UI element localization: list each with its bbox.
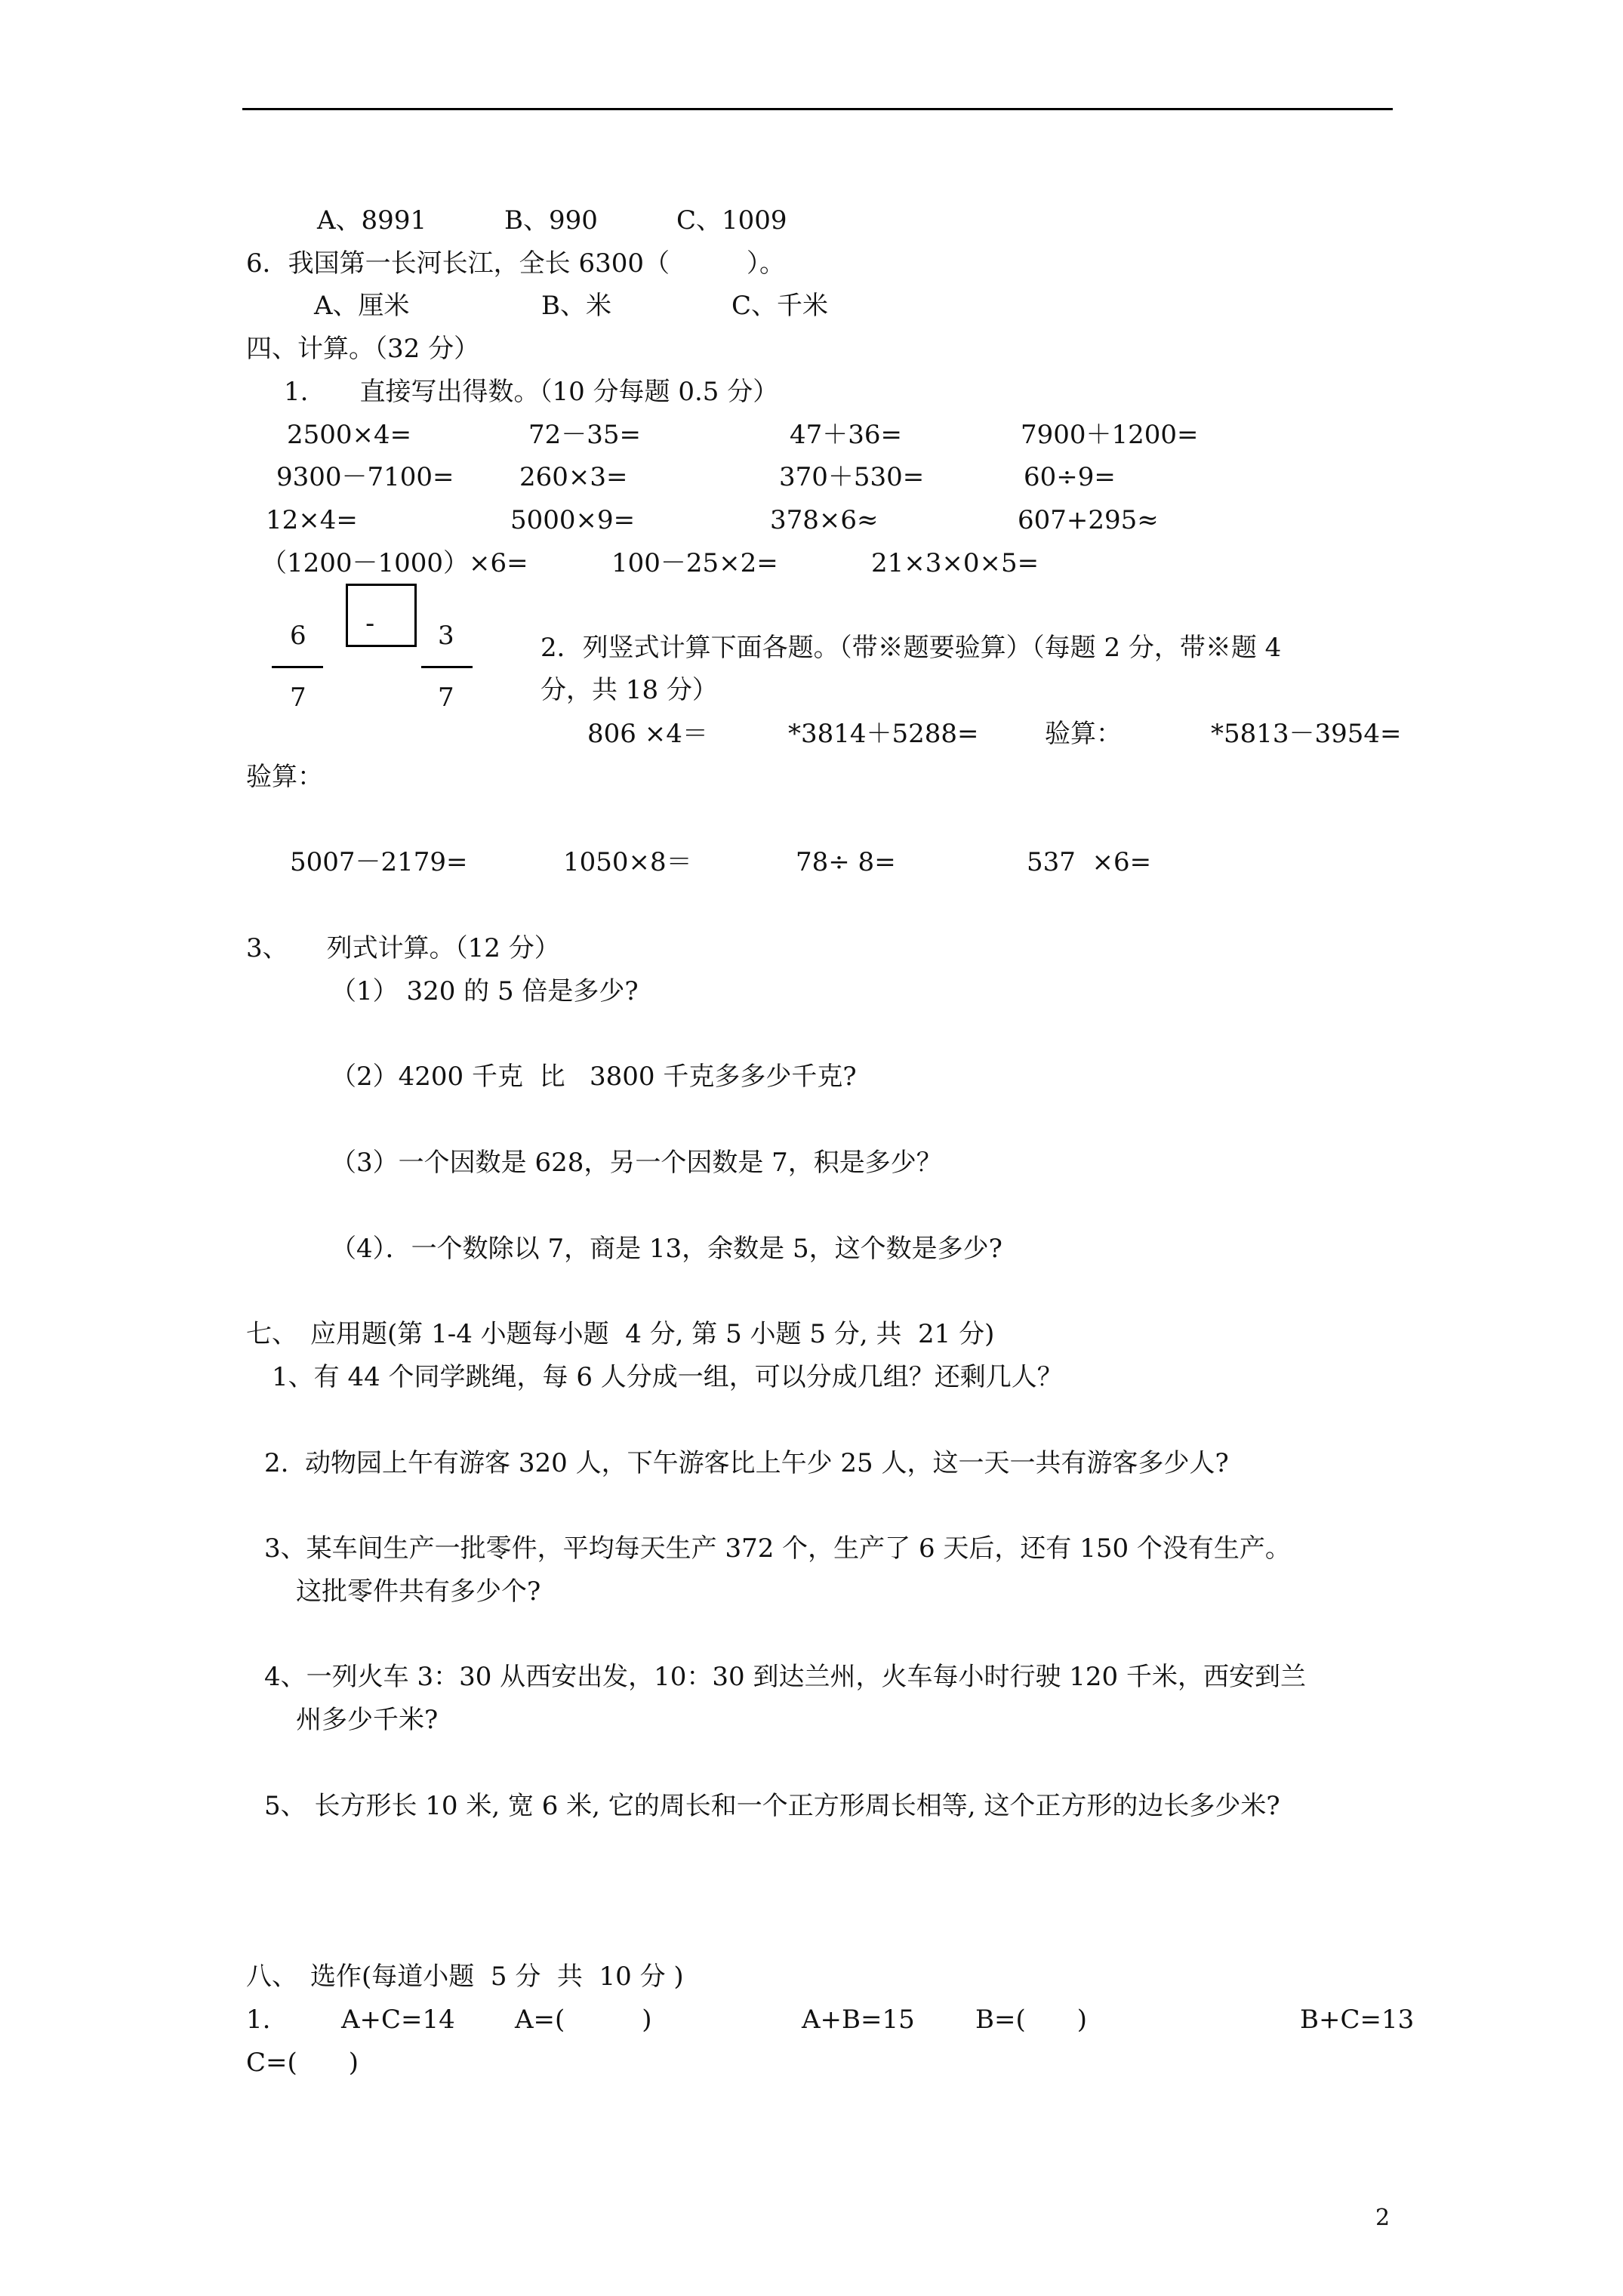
- optional-q1-eq2: A+B=15: [802, 2005, 915, 2035]
- q6-option-a: A、厘米: [314, 291, 410, 321]
- optional-q1-eq3: B+C=13: [1300, 2005, 1415, 2035]
- calc-r4-c1: （1200－1000）×6=: [261, 548, 528, 578]
- q6-option-b: B、米: [541, 291, 611, 321]
- q5-option-a: A、8991: [317, 205, 427, 236]
- fraction-right-denominator: 7: [438, 683, 454, 713]
- app-q3-line1: 3、某车间生产一批零件，平均每天生产 372 个，生产了 6 天后，还有 150 个没有生产。: [264, 1533, 1291, 1564]
- calc-r3-c4: 607+295≈: [1018, 505, 1159, 535]
- calc-r3-c1: 12×4=: [266, 505, 358, 535]
- vertical-calc-7: 537 ×6=: [1027, 847, 1152, 877]
- fraction-right-bar: [421, 666, 473, 668]
- calc-r2-c3: 370＋530=: [779, 462, 925, 492]
- fraction-right-numerator: 3: [438, 621, 454, 651]
- calc-r2-c2: 260×3=: [519, 462, 628, 492]
- fraction-left-denominator: 7: [290, 683, 306, 713]
- fraction-left-bar: [272, 666, 323, 668]
- app-q5: 5、 长方形长 10 米, 宽 6 米, 它的周长和一个正方形周长相等, 这个正方形的边长多少米?: [264, 1791, 1280, 1821]
- calc-r2-c1: 9300－7100=: [276, 462, 454, 492]
- part3-item-1: （1） 320 的 5 倍是多少?: [331, 976, 639, 1006]
- part3-item-2: （2）4200 千克 比 3800 千克多多少千克?: [331, 1062, 857, 1092]
- calc-r1-c1: 2500×4=: [287, 420, 412, 450]
- operator-box: [346, 584, 417, 647]
- page-number: 2: [1375, 2205, 1390, 2231]
- part3-item-3: （3）一个因数是 628，另一个因数是 7，积是多少？: [331, 1148, 942, 1178]
- optional-q1-ans-a: A=( ): [515, 2005, 652, 2035]
- vertical-calc-4: 5007－2179=: [290, 847, 468, 877]
- app-q2: 2. 动物园上午有游客 320 人，下午游客比上午少 25 人，这一天一共有游客多少人?: [264, 1448, 1229, 1478]
- vertical-calc-2: *3814＋5288=: [788, 719, 979, 749]
- calc-r4-c3: 21×3×0×5=: [871, 548, 1039, 578]
- app-q4-line2: 州多少千米?: [296, 1705, 439, 1735]
- optional-q1-number: 1.: [246, 2005, 271, 2035]
- calc-r1-c2: 72－35=: [528, 420, 642, 450]
- calc-r3-c2: 5000×9=: [510, 505, 636, 535]
- optional-q1-ans-b: B=( ): [975, 2005, 1088, 2035]
- q5-option-b: B、990: [504, 205, 598, 236]
- calc-r1-c3: 47＋36=: [790, 420, 903, 450]
- app-q3-line2: 这批零件共有多少个?: [296, 1576, 541, 1607]
- part2-title-line2: 分，共 18 分）: [540, 675, 718, 705]
- part3-item-4: （4）．一个数除以 7，商是 13，余数是 5，这个数是多少?: [331, 1234, 1002, 1264]
- fraction-left-numerator: 6: [290, 621, 306, 651]
- header-rule: [242, 108, 1393, 110]
- q6-option-c: C、千米: [731, 291, 829, 321]
- part1-title: 1. 直接写出得数。（10 分每题 0.5 分）: [284, 377, 779, 407]
- vertical-calc-1: 806 ×4＝: [587, 719, 708, 749]
- calc-r4-c2: 100－25×2=: [611, 548, 778, 578]
- vertical-calc-5: 1050×8＝: [563, 847, 692, 877]
- fraction-operator: -: [365, 609, 375, 639]
- section-4-title: 四、计算。（32 分）: [246, 334, 480, 364]
- q5-option-c: C、1009: [676, 205, 787, 236]
- vertical-calc-3: *5813－3954=: [1211, 719, 1402, 749]
- part2-title-line1: 2．列竖式计算下面各题。（带※题要验算）（每题 2 分，带※题 4: [540, 633, 1282, 663]
- calc-r2-c4: 60÷9=: [1024, 462, 1116, 492]
- app-q1: 1、有 44 个同学跳绳，每 6 人分成一组，可以分成几组？还剩几人？: [272, 1362, 1063, 1392]
- q6-stem: 6．我国第一长河长江，全长 6300（ ）。: [246, 248, 785, 279]
- calc-r3-c3: 378×6≈: [770, 505, 879, 535]
- part3-title: 3、 列式计算。（12 分）: [246, 933, 560, 963]
- calc-r1-c4: 7900＋1200=: [1021, 420, 1199, 450]
- check-label-inline: 验算：: [1045, 719, 1122, 749]
- optional-q1-ans-c: C=( ): [246, 2048, 359, 2078]
- section-7-title: 七、 应用题(第 1-4 小题每小题 4 分, 第 5 小题 5 分, 共 21 分): [246, 1319, 995, 1349]
- check-label: 验算：: [246, 762, 323, 792]
- app-q4-line1: 4、一列火车 3：30 从西安出发，10：30 到达兰州，火车每小时行驶 120 千米，西安到兰: [264, 1662, 1306, 1692]
- section-8-title: 八、 选作(每道小题 5 分 共 10 分 ): [246, 1962, 684, 1992]
- vertical-calc-6: 78÷ 8=: [796, 847, 896, 877]
- optional-q1-eq1: A+C=14: [341, 2005, 455, 2035]
